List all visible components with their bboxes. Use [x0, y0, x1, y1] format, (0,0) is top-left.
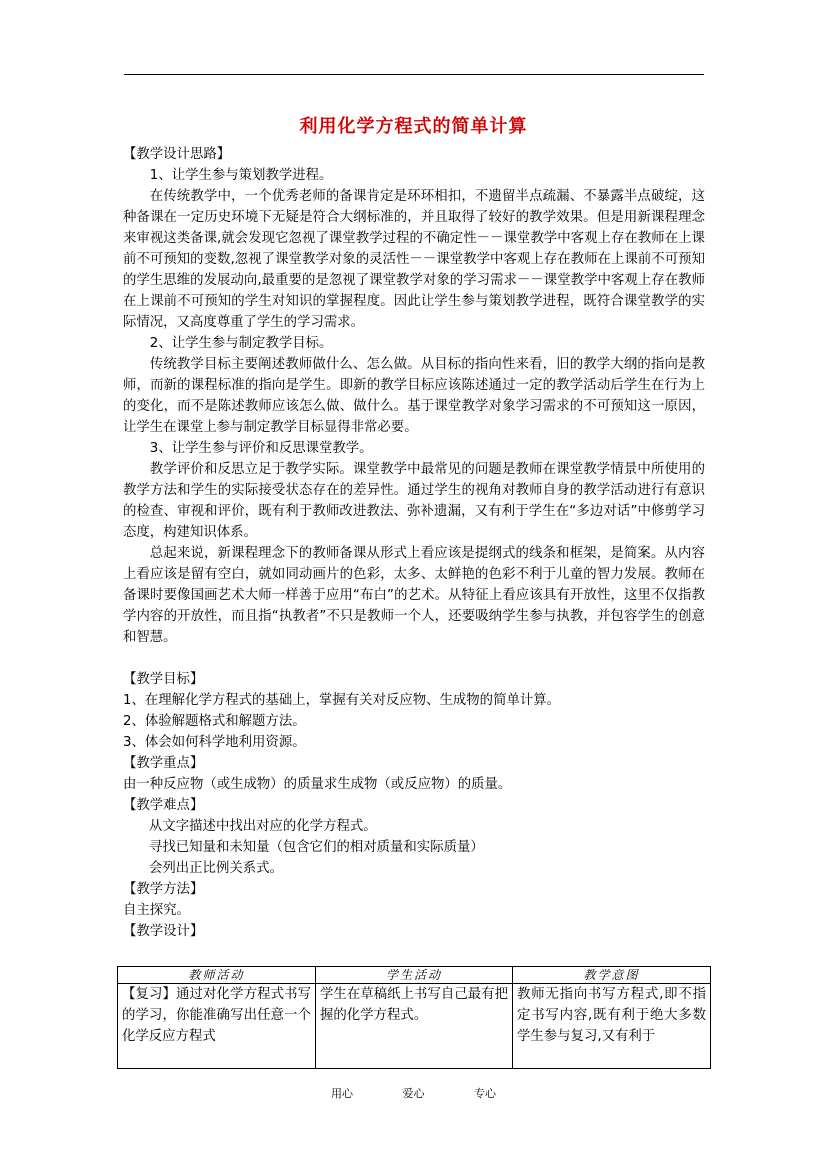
paragraph-item-2: 2、让学生参与制定教学目标。 — [149, 336, 333, 351]
column-header-intent: 教学意图 — [513, 967, 711, 984]
section-heading-goals: 【教学目标】 — [123, 672, 204, 687]
list-item: 从文字描述中找出对应的化学方程式。 — [149, 819, 377, 834]
paragraph: 在传统教学中，一个优秀老师的备课肯定是环环相扣，不遗留半点疏漏、不暴露半点破绽，这种备课在一定历史环境下无疑是符合大纲标准的，并且取得了较好的教学效果。但是用新课程理念来审视这类备课,就会发现它忽视了课堂教学过程的不确定性－－课堂教学中客观上存在教师在上课前不可预知的变数,忽视了课堂教学对象的灵活性－－课堂教学中客观上存在教师在上课前不可预知的学生思维的发展动向,最重要的是忽视了课堂教学对象的学习需求－－课堂教学中客观上存在教师在上课前不可预知的学生对知识的掌握程度。因此让学生参与策划教学进程，既符合课堂教学的实际情况，又高度尊重了学生的学习需求。 — [123, 189, 705, 330]
section-heading-design-thought: 【教学设计思路】 — [123, 147, 231, 162]
table-cell-student: 学生在草稿纸上书写自己最有把握的化学方程式。 — [316, 984, 513, 1069]
table-row — [118, 984, 711, 1069]
table-cell-intent: 教师无指向书写方程式,即不指定书写内容,既有利于绝大多数学生参与复习,又有利于 — [513, 984, 711, 1069]
list-item: 2、体验解题格式和解题方法。 — [123, 714, 306, 729]
section-heading-design: 【教学设计】 — [123, 924, 204, 939]
key-point-text: 由一种反应物（或生成物）的质量求生成物（或反应物）的质量。 — [123, 777, 512, 792]
table-header-row — [118, 967, 711, 984]
section-heading-key-point: 【教学重点】 — [123, 756, 204, 771]
list-item: 会列出正比例关系式。 — [149, 861, 283, 876]
footer-text: 用心 — [331, 1087, 353, 1100]
list-item: 1、在理解化学方程式的基础上，掌握有关对反应物、生成物的简单计算。 — [123, 693, 561, 708]
page-footer — [0, 1085, 827, 1101]
paragraph: 教学评价和反思立足于教学实际。课堂教学中最常见的问题是教师在课堂教学情景中所使用的教学方法和学生的实际接受状态存在的差异性。通过学生的视角对教师自身的教学活动进行有意识的检查、审视和评价，既有利于教师改进教法、弥补遗漏，又有利于学生在“多边对话”中修剪学习态度，构建知识体系。 — [123, 462, 705, 540]
column-header-student: 学生活动 — [316, 967, 513, 984]
document-body — [123, 144, 705, 942]
paragraph-summary: 总起来说，新课程理念下的教师备课从形式上看应该是提纲式的线条和框架，是简案。从内容上看应该是留有空白，就如同动画片的色彩，太多、太鲜艳的色彩不利于儿童的智力发展。教师在备课时要像国画艺术大师一样善于应用“布白”的艺术。从特征上看应该具有开放性，这里不仅指教学内容的开放性，而且指“执教者”不只是教师一个人，还要吸纳学生参与执教，并包容学生的创意和智慧。 — [123, 546, 705, 645]
section-heading-method: 【教学方法】 — [123, 882, 204, 897]
paragraph: 传统教学目标主要阐述教师做什么、怎么做。从目标的指向性来看，旧的教学大纲的指向是教师，而新的课程标准的指向是学生。即新的教学目标应该陈述通过一定的教学活动后学生在行为上的变化，而不是陈述教师应该怎么做、做什么。基于课堂教学对象学习需求的不可预知这一原因，让学生在课堂上参与制定教学目标显得非常必要。 — [123, 357, 705, 435]
footer-text: 爱心 — [402, 1087, 425, 1100]
paragraph-item-1: 1、让学生参与策划教学进程。 — [149, 168, 333, 183]
paragraph-item-3: 3、让学生参与评价和反思课堂教学。 — [149, 441, 373, 456]
section-heading-difficulty: 【教学难点】 — [123, 798, 204, 813]
table-cell-teacher: 【复习】通过对化学方程式书写的学习，你能准确写出任意一个化学反应方程式 — [118, 984, 316, 1069]
list-item: 3、体会如何科学地利用资源。 — [123, 735, 306, 750]
method-text: 自主探究。 — [123, 903, 190, 918]
document-title: 利用化学方程式的简单计算 — [299, 116, 528, 137]
list-item: 寻找已知量和未知量（包含它们的相对质量和实际质量） — [149, 840, 484, 855]
teaching-design-table — [117, 966, 711, 1069]
column-header-teacher: 教师活动 — [118, 967, 316, 984]
header-rule — [124, 74, 704, 75]
footer-text: 专心 — [474, 1087, 496, 1100]
